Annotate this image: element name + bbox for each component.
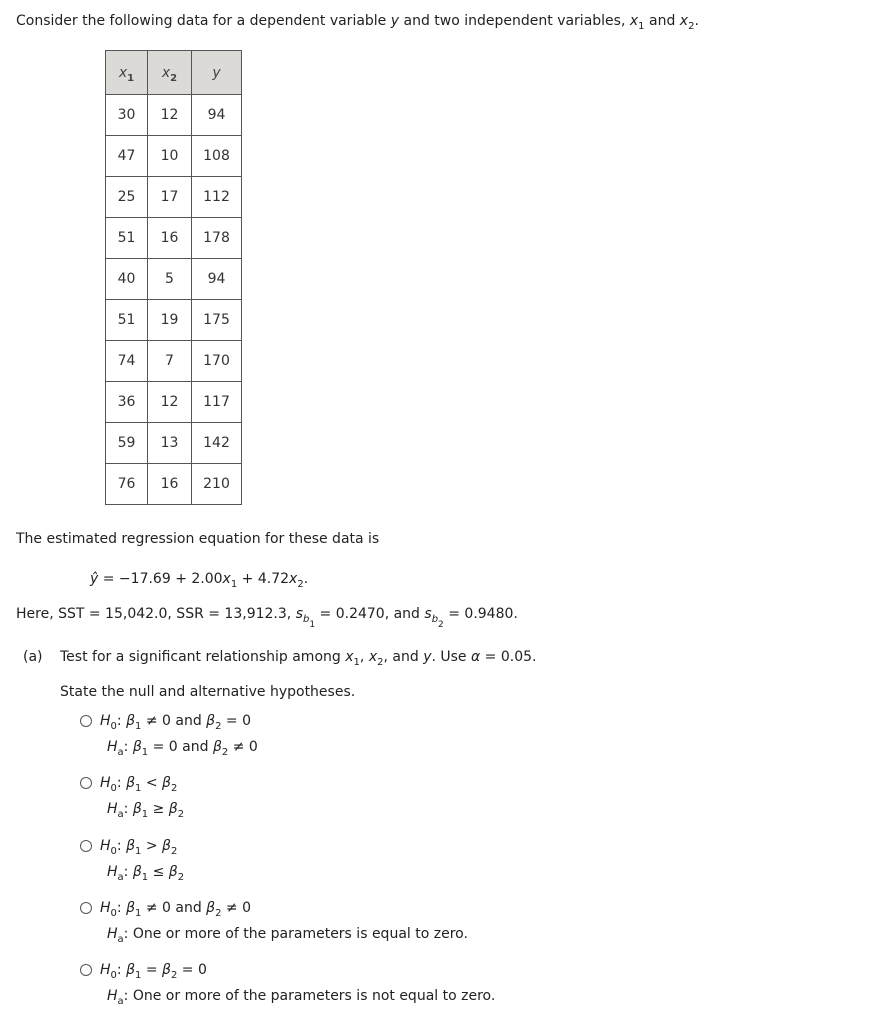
table-cell: 117 (192, 382, 242, 423)
table-row (106, 177, 242, 218)
radio-button[interactable] (80, 840, 92, 852)
option-null-hypothesis: $H_0$: $\beta_1 > \beta_2$ (100, 838, 178, 857)
header-x2: $x_2$ (148, 51, 192, 95)
option-alt-hypothesis: $H_a$: One or more of the parameters is equal to zero. (107, 926, 468, 945)
table-cell: 40 (106, 259, 148, 300)
option-null-hypothesis: $H_0$: $\beta_1 \ne 0$ and $\beta_2 = 0$ (100, 713, 252, 732)
radio-button[interactable] (80, 777, 92, 789)
table-cell: 142 (192, 423, 242, 464)
table-cell: 178 (192, 218, 242, 259)
regression-equation: ŷ = $-17.69 + 2.00x_1 + 4.72x_2$. (90, 571, 309, 590)
table-row (106, 218, 242, 259)
header-x1: $x_1$ (106, 51, 148, 95)
intro-text: Consider the following data for a dependent variable y and two independent variables, $x_1$ and $x_2$. (16, 13, 699, 32)
regression-intro: The estimated regression equation for these data is (16, 531, 380, 547)
table-cell: 51 (106, 218, 148, 259)
option-alt-hypothesis: $H_a$: $\beta_1 \ge \beta_2$ (107, 801, 185, 820)
radio-button[interactable] (80, 964, 92, 976)
table-cell: 47 (106, 136, 148, 177)
table-cell: 94 (192, 95, 242, 136)
table-cell: 36 (106, 382, 148, 423)
table-cell: 94 (192, 259, 242, 300)
table-cell: 108 (192, 136, 242, 177)
table-cell: 74 (106, 341, 148, 382)
table-cell: 7 (148, 341, 192, 382)
option-alt-hypothesis: $H_a$: $\beta_1 = 0$ and $\beta_2 \ne 0$ (107, 739, 258, 758)
option-null-hypothesis: $H_0$: $\beta_1 = \beta_2 = 0$ (100, 962, 207, 981)
table-cell: 12 (148, 382, 192, 423)
table-row (106, 259, 242, 300)
radio-button[interactable] (80, 902, 92, 914)
table-cell: 17 (148, 177, 192, 218)
option-alt-hypothesis: $H_a$: One or more of the parameters is not equal to zero. (107, 988, 496, 1007)
table-cell: 19 (148, 300, 192, 341)
stats-line: Here, SST = 15,042.0, SSR = 13,912.3, $s_{b1} = 0.2470$, and $s_{b2} = 0.9480$. (16, 606, 518, 630)
header-y: y (192, 51, 242, 95)
table-row (106, 382, 242, 423)
table-cell: 16 (148, 464, 192, 505)
table-cell: 25 (106, 177, 148, 218)
table-cell: 51 (106, 300, 148, 341)
option-alt-hypothesis: $H_a$: $\beta_1 \le \beta_2$ (107, 864, 185, 883)
table-header-row (106, 51, 242, 95)
part-a-label: (a) (23, 649, 43, 665)
option-null-hypothesis: $H_0$: $\beta_1 < \beta_2$ (100, 775, 178, 794)
table-cell: 10 (148, 136, 192, 177)
table-cell: 112 (192, 177, 242, 218)
table-cell: 16 (148, 218, 192, 259)
table-cell: 59 (106, 423, 148, 464)
option-null-hypothesis: $H_0$: $\beta_1 \ne 0$ and $\beta_2 \ne 0$ (100, 900, 252, 919)
data-table (105, 50, 242, 505)
table-cell: 5 (148, 259, 192, 300)
table-row (106, 341, 242, 382)
table-row (106, 423, 242, 464)
table-cell: 170 (192, 341, 242, 382)
table-cell: 210 (192, 464, 242, 505)
table-row (106, 464, 242, 505)
table-row (106, 300, 242, 341)
table-cell: 13 (148, 423, 192, 464)
radio-button[interactable] (80, 715, 92, 727)
table-cell: 76 (106, 464, 148, 505)
instruction-text: State the null and alternative hypotheses. (60, 684, 356, 700)
table-cell: 175 (192, 300, 242, 341)
part-a-question: Test for a significant relationship among $x_1$, $x_2$, and y. Use α = 0.05. (60, 649, 537, 668)
table-row (106, 95, 242, 136)
table-cell: 12 (148, 95, 192, 136)
table-row (106, 136, 242, 177)
table-cell: 30 (106, 95, 148, 136)
